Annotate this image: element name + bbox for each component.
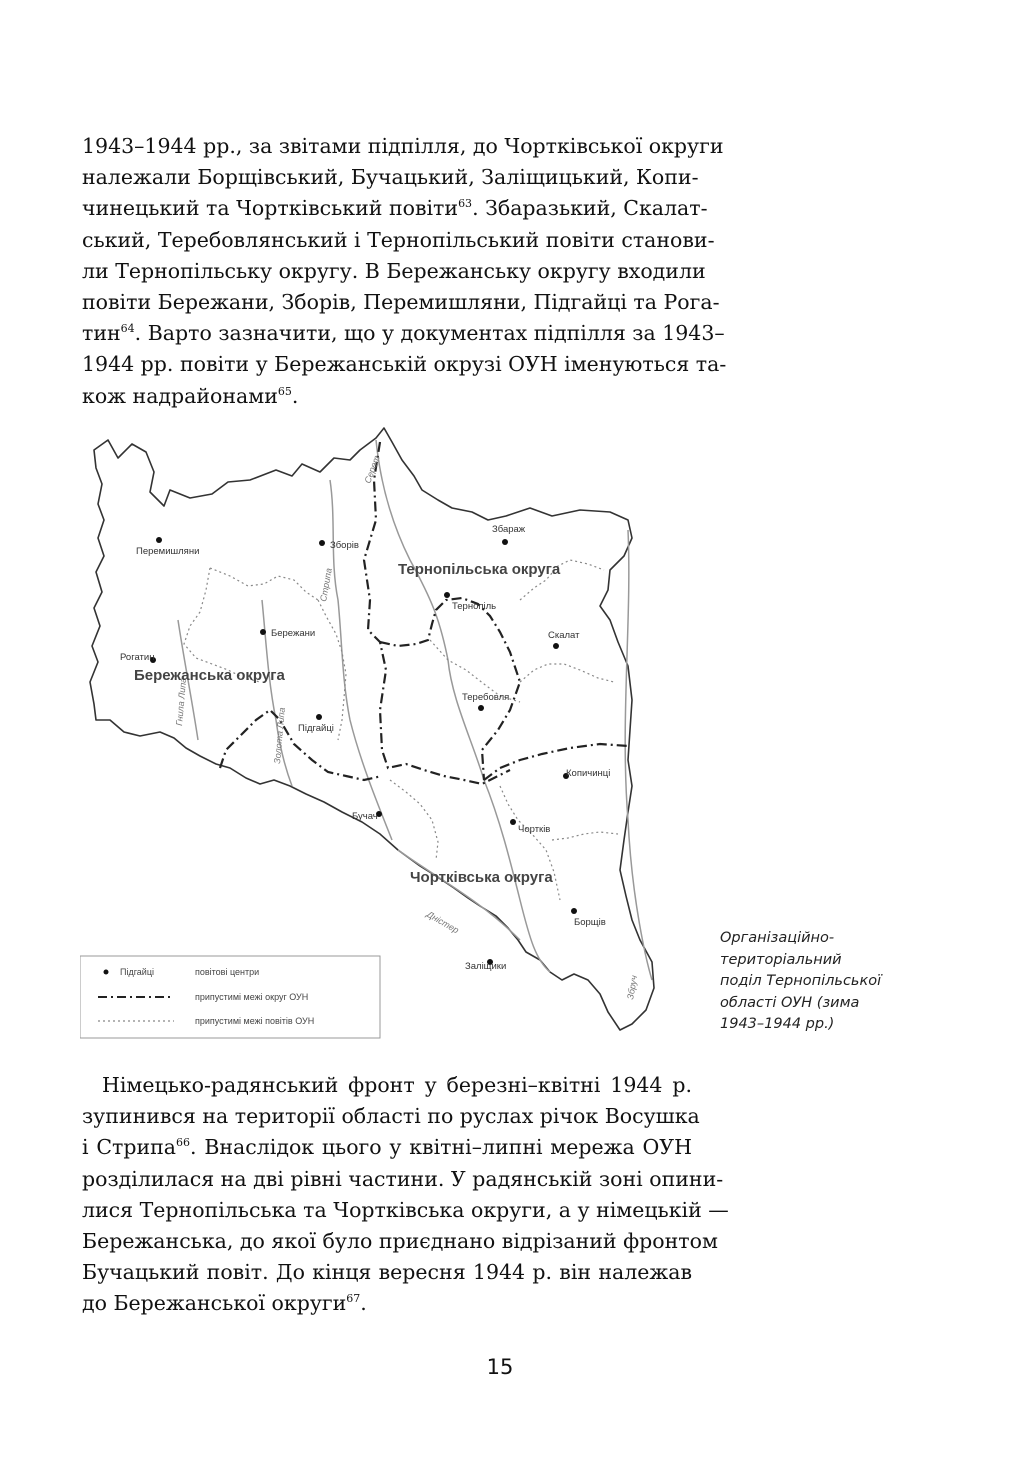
city-label: Бучач: [352, 811, 378, 822]
city-dot: [553, 643, 559, 649]
cities: [120, 524, 610, 972]
okrug-boundary: [380, 598, 520, 780]
text-line: Бережанська, до якої було приєднано відрізаний фронтом: [82, 1228, 718, 1253]
text-line: ський, Теребовлянський і Тернопільський повіти станови-: [82, 227, 715, 252]
rivers: [178, 440, 652, 980]
city-dot: [478, 705, 484, 711]
povit-boundary: [390, 780, 438, 860]
text-line: Бучацький повіт. До кінця вересня 1944 р. він належав: [82, 1260, 692, 1285]
povit-boundary: [184, 568, 260, 682]
legend-item: повітові центри: [195, 967, 260, 977]
legend-item: припустимі межі повітів ОУН: [195, 1016, 315, 1026]
city-label: Збараж: [492, 524, 526, 535]
text-line: повіти Бережани, Зборів, Перемишляни, Підгайці та Рога-: [82, 289, 720, 314]
povit-boundary: [520, 664, 614, 682]
city-dot: [316, 714, 322, 720]
text-line: розділилася на дві рівні частини. У радянській зоні опини-: [82, 1166, 724, 1191]
city-label: Тернопіль: [452, 601, 497, 612]
text-line: 1943–1944 рр., за звітами підпілля, до Чортківської округи: [82, 134, 724, 158]
city-dot: [571, 908, 577, 914]
city-dot: [510, 819, 516, 825]
paragraph-2: [82, 1070, 729, 1320]
text-line: чинецький та Чортківський повіти$^{63}$. Збаразький, Скалат-: [82, 196, 708, 221]
city-dot: [156, 537, 162, 543]
caption-line: 1943–1944 рр.): [720, 1016, 835, 1033]
okrug-label-ternopil: Тернопільська округа: [398, 561, 561, 578]
city-label: Борщів: [574, 917, 606, 928]
povit-boundary: [552, 832, 618, 840]
city-label: Зборів: [330, 540, 359, 551]
povit-boundaries: [184, 560, 618, 900]
text-line: лися Тернопільська та Чортківська округи, а у німецькій —: [82, 1197, 729, 1222]
footnote-ref[interactable]: 64: [120, 322, 135, 336]
text-line: тин$^{64}$. Варто зазначити, що у документах підпілля за 1943–: [82, 321, 725, 346]
legend-dot: [104, 970, 109, 975]
footnote-ref[interactable]: 65: [277, 384, 292, 398]
caption-line: Організаційно-: [720, 930, 835, 946]
city-label: Заліщики: [465, 961, 507, 972]
river-strypa: [330, 480, 392, 840]
text-line: 1944 рр. повіти у Бережанській окрузі ОУН іменуються та-: [82, 352, 727, 377]
footnote-ref[interactable]: 63: [458, 197, 473, 211]
river-label: Серет: [362, 454, 382, 485]
text-line: кож надрайонами$^{65}$.: [82, 383, 299, 408]
river-labels: [174, 454, 639, 1001]
city-label: Рогатин: [120, 652, 155, 663]
city-dot: [260, 629, 266, 635]
footnote-ref[interactable]: 67: [346, 1292, 361, 1306]
text-line: і Стрипа$^{66}$. Внаслідок цього у квітні–липні мережа ОУН: [82, 1135, 692, 1160]
povit-boundary: [318, 600, 346, 740]
city-label: Підгайці: [298, 723, 334, 734]
caption-line: поділ Тернопільської: [720, 973, 882, 990]
city-label: Копичинці: [566, 768, 611, 779]
figure-caption: [720, 928, 920, 1036]
text-line: Німецько-радянський фронт у березні–квітні 1944 р.: [102, 1073, 692, 1097]
city-dot: [502, 539, 508, 545]
river-zbruch: [625, 530, 652, 980]
city-label: Перемишляни: [136, 546, 200, 557]
caption-line: області ОУН (зима: [720, 994, 860, 1011]
river-label: Золота Липа: [272, 707, 287, 765]
text-line: зупинився на території області по руслах річок Восушка: [82, 1104, 700, 1129]
city-dot: [444, 592, 450, 598]
river-label: Стрипа: [318, 567, 334, 603]
paragraph-1: [82, 131, 727, 412]
city-label: Скалат: [548, 630, 580, 641]
city-label: Чортків: [518, 824, 551, 835]
river-label: Гнила Липа: [174, 677, 189, 727]
text-line: до Бережанської округи$^{67}$.: [82, 1291, 367, 1316]
legend-item: припустимі межі округ ОУН: [195, 992, 309, 1002]
map-legend: [80, 956, 380, 1038]
page-number: 15: [486, 1355, 514, 1379]
river-label: Дністер: [425, 909, 461, 936]
povit-boundary: [210, 568, 318, 600]
okrug-label-chortkiv: Чортківська округа: [410, 869, 553, 886]
okrug-label-berezhany: Бережанська округа: [134, 667, 285, 684]
city-label: Теребовля: [462, 692, 510, 703]
text-line: ли Тернопільську округу. В Бережанську округу входили: [82, 258, 706, 283]
city-label: Бережани: [271, 628, 316, 639]
river-seret: [376, 440, 550, 972]
okrug-map: [80, 420, 655, 1050]
oblast-border: [90, 428, 654, 1030]
city-dot: [319, 540, 325, 546]
text-line: належали Борщівський, Бучацький, Заліщицький, Копи-: [82, 165, 699, 190]
caption-line: територіальний: [720, 951, 842, 968]
footnote-ref[interactable]: 66: [176, 1136, 191, 1150]
legend-sample-label: Підгайці: [120, 967, 154, 977]
river-label: Збруч: [625, 974, 640, 1001]
